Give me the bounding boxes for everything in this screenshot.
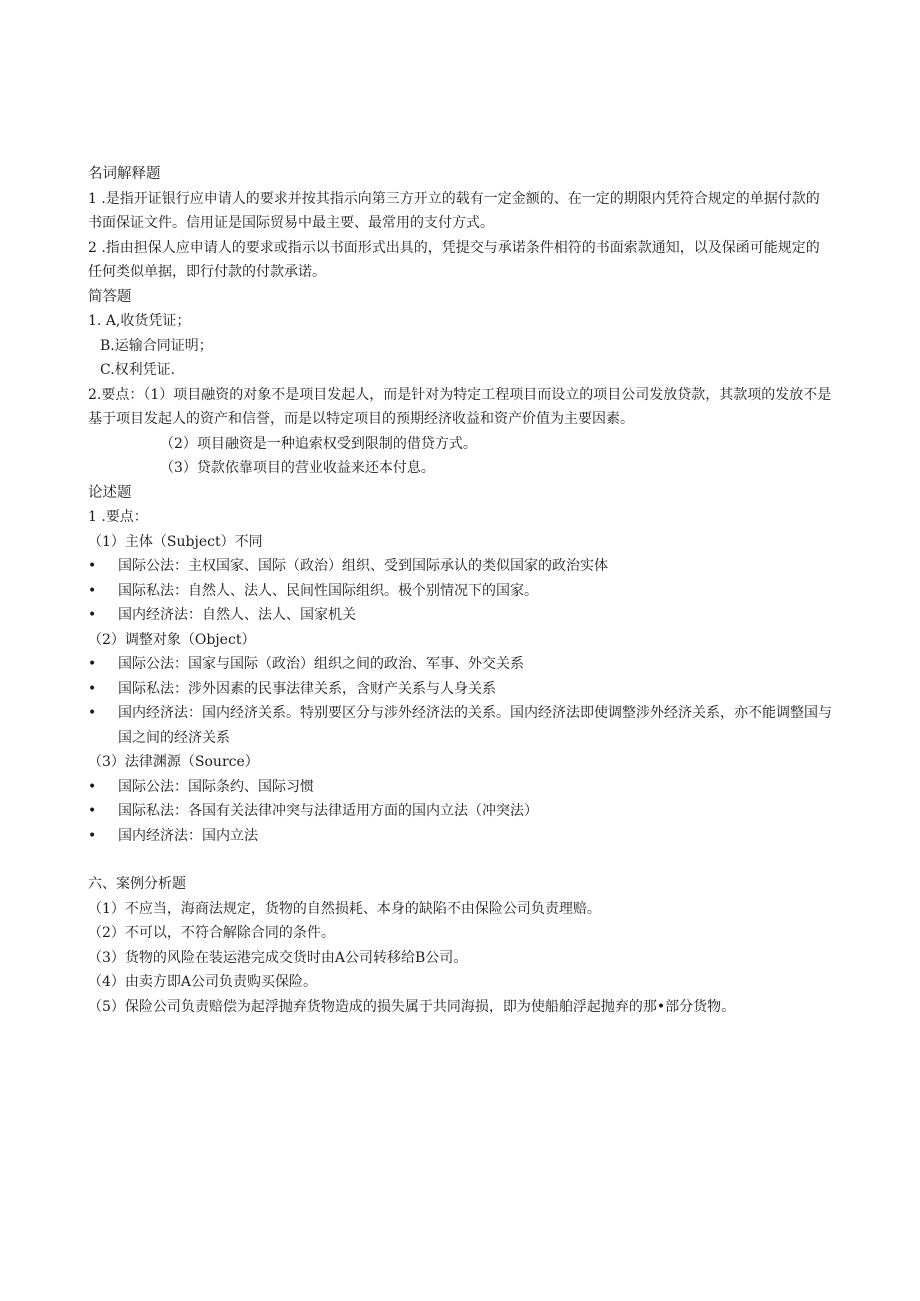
document-page — [88, 162, 833, 1019]
case-answer-5: （5）保险公司负责赔偿为起浮抛弃货物造成的损失属于共同海损，即为使船舶浮起抛弃的那•部分货物。 — [88, 998, 736, 1015]
bullet-dot-icon: • — [88, 827, 97, 844]
bullet-dot-icon: • — [88, 656, 97, 672]
essay-bullet: • 国际公法：国际条约、国际习惯 — [88, 775, 833, 800]
section-heading-case-analysis: 六、案例分析题 — [88, 876, 186, 892]
short-answer-2-point-3: （3）贷款依靠项目的营业收益来还本付息。 — [160, 460, 435, 476]
case-answer-1: （1）不应当，海商法规定，货物的自然损耗、本身的缺陷不由保险公司负责理赔。 — [88, 900, 601, 917]
bullet-dot-icon: • — [88, 607, 97, 623]
essay-bullet: • 国际私法：自然人、法人、民间性国际组织。极个别情况下的国家。 — [88, 579, 833, 604]
essay-bullet: • 国内经济法：国内立法 — [88, 824, 833, 849]
section-heading-short-answer: 简答题 — [88, 288, 132, 305]
section-heading-essay: 论述题 — [88, 484, 132, 501]
short-answer-1b: B.运输合同证明； — [100, 337, 213, 354]
bullet-dot-icon: • — [88, 705, 97, 721]
bullet-dot-icon: • — [88, 778, 97, 795]
bullet-dot-icon: • — [88, 680, 97, 697]
bullet-dot-icon: • — [88, 803, 97, 819]
essay-group-title-3: （3）法律渊源（Source） — [88, 754, 259, 770]
definition-item-2: 2 .指由担保人应申请人的要求或指示以书面形式出具的，凭提交与承诺条件相符的书面索款通知，以及保函可能规定的任何类似单据，即行付款的付款承诺。 — [88, 239, 820, 280]
essay-bullet: • 国际公法：国家与国际（政治）组织之间的政治、军事、外交关系 — [88, 652, 833, 677]
essay-intro: 1 .要点： — [88, 509, 148, 525]
section-heading-definitions: 名词解释题 — [88, 166, 161, 182]
short-answer-2-point-1: 2.要点：（1）项目融资的对象不是项目发起人，而是针对为特定工程项目而设立的项目公司发放贷款，其款项的发放不是基于项目发起人的资产和信誉，而是以特定项目的预期经济收益和资产价值为主要因素。 — [88, 386, 832, 427]
bullet-dot-icon: • — [88, 582, 97, 599]
case-answer-4: （4）由卖方即A公司负责购买保险。 — [88, 974, 318, 990]
bullet-dot-icon: • — [88, 558, 97, 574]
essay-bullet: • 国际公法：主权国家、国际（政治）组织、受到国际承认的类似国家的政治实体 — [88, 554, 833, 579]
short-answer-2-point-2: （2）项目融资是一种追索权受到限制的借贷方式。 — [160, 435, 477, 452]
essay-group-title-2: （2）调整对象（Object） — [88, 631, 256, 648]
essay-bullet: • 国内经济法：自然人、法人、国家机关 — [88, 603, 833, 628]
short-answer-1a: 1. A,收货凭证； — [88, 313, 191, 329]
definition-item-1: 1 .是指开证银行应申请人的要求并按其指示向第三方开立的载有一定金额的、在一定的期限内凭符合规定的单据付款的书面保证文件。信用证是国际贸易中最主要、最常用的支付方式。 — [88, 190, 820, 231]
essay-group-title-1: （1）主体（Subject）不同 — [88, 533, 263, 550]
short-answer-1c: C.权利凭证. — [100, 362, 176, 378]
case-answer-2: （2）不可以，不符合解除合同的条件。 — [88, 925, 335, 941]
essay-bullet: • 国内经济法：国内经济关系。特别要区分与涉外经济法的关系。国内经济法即使调整涉外经济关系，亦不能调整国与国之间的经济关系 — [88, 701, 833, 750]
essay-bullet: • 国际私法：各国有关法律冲突与法律适用方面的国内立法（冲突法） — [88, 799, 833, 824]
spacer — [88, 848, 833, 872]
case-answer-3: （3）货物的风险在装运港完成交货时由A公司转移给B公司。 — [88, 949, 468, 966]
essay-bullet: • 国际私法：涉外因素的民事法律关系，含财产关系与人身关系 — [88, 677, 833, 702]
